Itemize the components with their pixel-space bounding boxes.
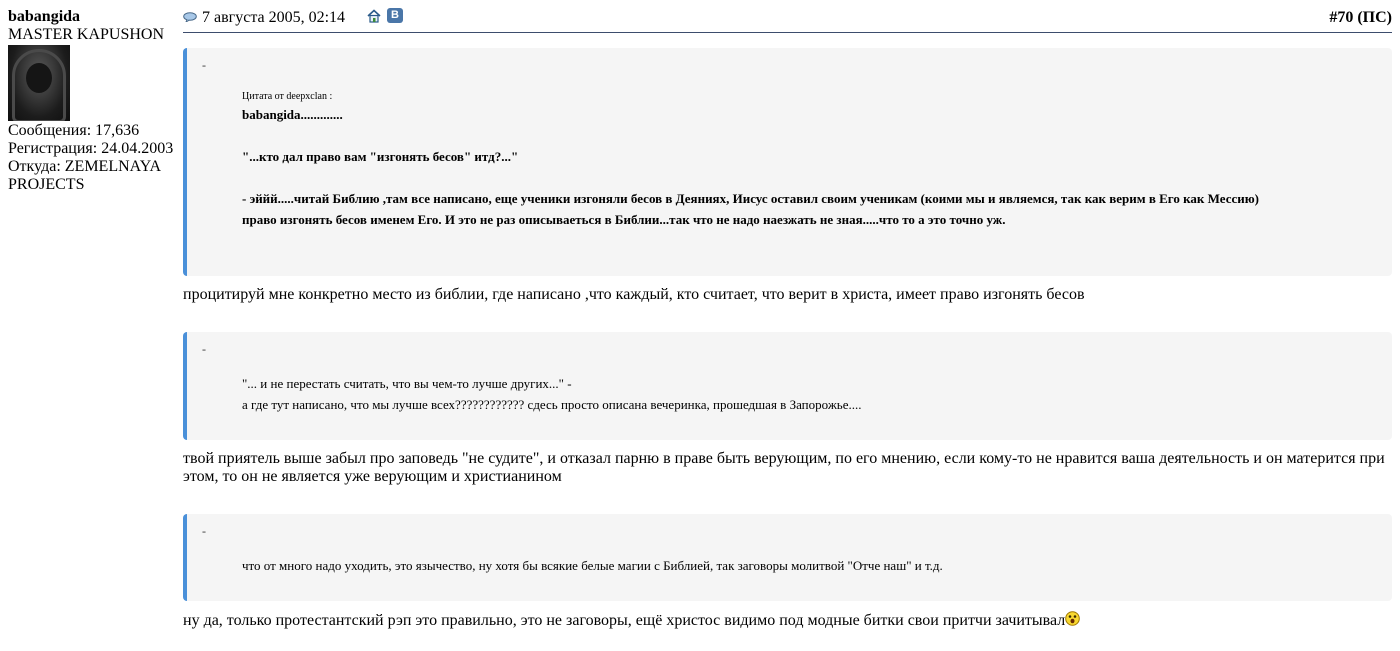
author-location-line2: PROJECTS bbox=[8, 176, 85, 193]
author-username[interactable]: babangida bbox=[8, 8, 81, 25]
author-posts: Сообщения: 17,636 bbox=[8, 122, 140, 139]
avatar[interactable] bbox=[8, 45, 70, 121]
reply-text-last bbox=[183, 611, 1392, 630]
reply-text: ну да, только протестантский рэп это правильно, это не заговоры, ещё христос видимо под модные битки свои притчи зачитывал bbox=[183, 612, 1066, 629]
quote-dash: - bbox=[202, 524, 206, 538]
post-number-link[interactable]: #70 bbox=[1329, 9, 1354, 26]
quote-line: а где тут написано, что мы лучше всех???????????? сдесь просто описана вечеринка, прошедшая в Запорожье.... bbox=[242, 397, 862, 412]
message-icon bbox=[183, 12, 197, 22]
quote-content bbox=[242, 555, 1292, 576]
author-location-line1: Откуда: ZEMELNAYA bbox=[8, 158, 162, 175]
post-number bbox=[1329, 9, 1392, 27]
post-icons bbox=[367, 8, 403, 23]
author-registered: Регистрация: 24.04.2003 bbox=[8, 140, 174, 157]
quote-dash: - bbox=[202, 342, 206, 356]
quote-line: - эййй.....читай Библию ,там все написано, еще ученики изгоняли бесов в Деяниях, Иисус оставил своим ученикам (коими мы и являемся, так как верим в Его как Мессию) право изгонять бесов именем Его. И это не раз описываеться в Библии...так что не надо наезжать не зная.....что то а это точно уж. bbox=[242, 191, 1259, 227]
quote-block-3 bbox=[183, 514, 1392, 601]
post-date-group bbox=[183, 9, 345, 27]
quote-line: babangida............. bbox=[242, 107, 343, 122]
post-ps: (ПС) bbox=[1357, 9, 1392, 26]
post-date: 7 августа 2005, 02:14 bbox=[202, 9, 346, 26]
post-header bbox=[183, 8, 1392, 33]
quote-line: что от много надо уходить, это язычество, ну хотя бы всякие белые магии с Библией, так заговоры молитвой "Отче наш" и т.д. bbox=[242, 558, 943, 573]
quote-content bbox=[242, 90, 1292, 230]
author-title: MASTER KAPUSHON bbox=[8, 26, 165, 43]
home-icon[interactable] bbox=[367, 9, 381, 23]
author-sidebar bbox=[8, 8, 178, 194]
quote-block-2 bbox=[183, 332, 1392, 440]
shocked-smiley-icon bbox=[1065, 611, 1080, 626]
quote-line: "... и не перестать считать, что вы чем-то лучше других..." - bbox=[242, 376, 572, 391]
avatar-face bbox=[26, 63, 52, 93]
quote-line: "...кто дал право вам "изгонять бесов" итд?..." bbox=[242, 149, 519, 164]
post-body bbox=[183, 8, 1392, 629]
reply-text: твой приятель выше забыл про заповедь "не судите", и отказал парню в праве быть верующим, по его мнению, если кому-то не нравится ваша деятельность и он матерится при этом, то он не является уже верующим и христианином bbox=[183, 450, 1385, 485]
quote-header: Цитата от deepxclan : bbox=[242, 91, 333, 102]
quote-block-1 bbox=[183, 48, 1392, 276]
reply-text: процитируй мне конкретно место из библии, где написано ,что каждый, кто считает, что верит в христа, имеет право изгонять бесов bbox=[183, 286, 1085, 303]
vk-icon[interactable]: В bbox=[387, 8, 403, 23]
quote-dash: - bbox=[202, 58, 206, 72]
quote-content bbox=[242, 373, 1292, 415]
